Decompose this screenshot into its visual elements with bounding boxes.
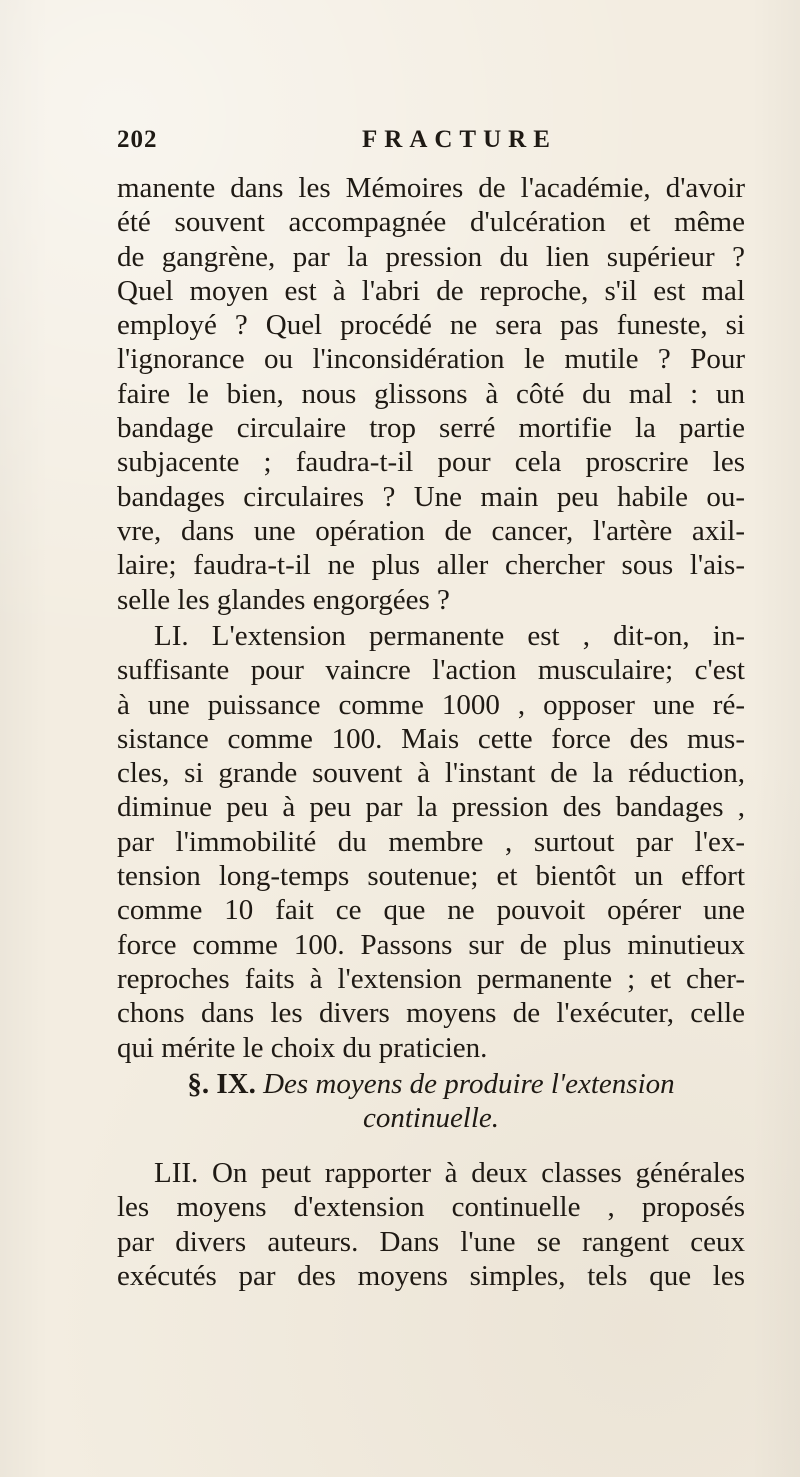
text-line: comme 10 fait ce que ne pouvoit opérer une xyxy=(117,894,745,927)
text-line: LI. L'extension permanente est , dit-on, in- xyxy=(154,620,745,652)
text-line: selle les glandes engorgées ? xyxy=(117,583,450,616)
text-line: à une puissance comme 1000 , opposer une ré- xyxy=(117,688,745,721)
text-line: été souvent accompagnée d'ulcération et même xyxy=(117,206,745,239)
text-line: bandages circulaires ? Une main peu habile ou- xyxy=(117,480,745,513)
text-line: reproches faits à l'extension permanente ; et cher- xyxy=(117,962,745,995)
text-line: sistance comme 100. Mais cette force des mus- xyxy=(117,722,745,755)
text-line: LII. On peut rapporter à deux classes générales xyxy=(154,1157,745,1189)
text-line: faire le bien, nous glissons à côté du mal : un xyxy=(117,377,745,410)
text-line: suffisante pour vaincre l'action musculaire; c'est xyxy=(117,654,745,687)
text-line: exécutés par des moyens simples, tels que les xyxy=(117,1259,745,1292)
section-heading xyxy=(117,1067,745,1135)
text-line: de gangrène, par la pression du lien supérieur ? xyxy=(117,240,745,273)
text-line: Quel moyen est à l'abri de reproche, s'il est mal xyxy=(117,274,745,307)
text-line: laire; faudra-t-il ne plus aller chercher sous l'ais- xyxy=(117,549,745,582)
running-title: FRACTURE xyxy=(362,126,557,153)
text-line: bandage circulaire trop serré mortifie la partie xyxy=(117,412,745,445)
page-number: 202 xyxy=(117,126,158,153)
text-line: tension long-temps soutenue; et bientôt un effort xyxy=(117,860,745,893)
section-title-line-2: continuelle. xyxy=(362,1102,500,1134)
text-line: l'ignorance ou l'inconsidération le mutile ? Pour xyxy=(117,343,745,376)
paragraph-3 xyxy=(117,1156,745,1293)
text-line: par divers auteurs. Dans l'une se rangent ceux xyxy=(117,1225,745,1258)
section-heading-line-1 xyxy=(117,1067,745,1101)
text-line: vre, dans une opération de cancer, l'artère axil- xyxy=(117,514,745,547)
text-line: les moyens d'extension continuelle , proposés xyxy=(117,1191,745,1224)
text-line: chons dans les divers moyens de l'exécuter, celle xyxy=(117,997,745,1030)
section-number: §. IX. xyxy=(187,1068,256,1100)
running-head xyxy=(117,126,717,160)
section-title-line-1: Des moyens de produire l'extension xyxy=(263,1068,675,1100)
text-line: subjacente ; faudra-t-il pour cela proscrire les xyxy=(117,446,745,479)
paragraph-1 xyxy=(117,171,745,617)
text-line: diminue peu à peu par la pression des bandages , xyxy=(117,791,745,824)
text-line: force comme 100. Passons sur de plus minutieux xyxy=(117,928,745,961)
text-line: employé ? Quel procédé ne sera pas funeste, si xyxy=(117,309,745,342)
paragraph-2 xyxy=(117,619,745,1065)
text-line: par l'immobilité du membre , surtout par l'ex- xyxy=(117,825,745,858)
text-line: qui mérite le choix du praticien. xyxy=(117,1031,488,1064)
text-line: manente dans les Mémoires de l'académie, d'avoir xyxy=(117,172,745,204)
text-line: cles, si grande souvent à l'instant de la réduction, xyxy=(117,757,745,790)
